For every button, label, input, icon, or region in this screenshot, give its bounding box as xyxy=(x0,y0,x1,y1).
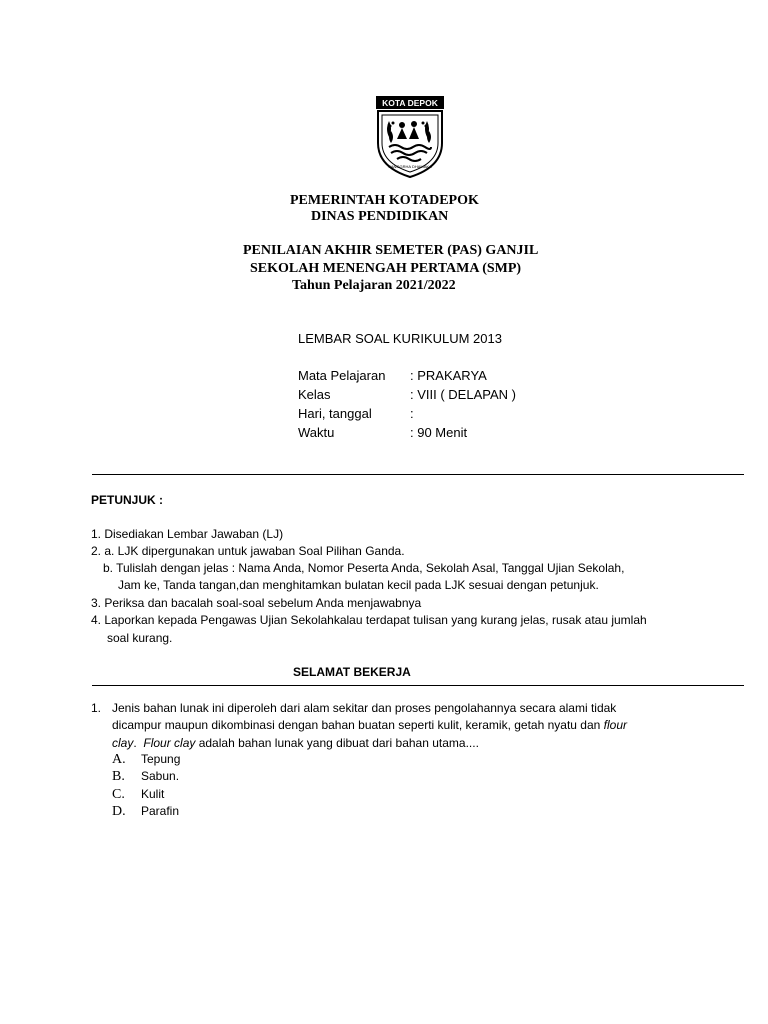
info-label: Hari, tanggal xyxy=(298,406,372,421)
closing-text: SELAMAT BEKERJA xyxy=(293,665,411,679)
question-text: adalah bahan lunak yang dibuat dari bahan utama.... xyxy=(195,736,479,750)
academic-year: Tahun Pelajaran 2021/2022 xyxy=(292,278,456,293)
info-value: : VIII ( DELAPAN ) xyxy=(410,387,516,402)
government-title: PEMERINTAH KOTADEPOK xyxy=(290,193,479,208)
info-row-date xyxy=(298,404,414,423)
info-value: : xyxy=(410,406,414,421)
instruction-line: 4. Laporkan kepada Pengawas Ujian Sekolahkalau terdapat tulisan yang kurang jelas, rusak atau jumlah xyxy=(91,613,647,627)
option-letter: A. xyxy=(112,752,126,767)
instruction-line: 1. Disediakan Lembar Jawaban (LJ) xyxy=(91,527,284,541)
instruction-line: soal kurang. xyxy=(107,631,173,645)
section-divider xyxy=(92,685,744,686)
info-label: Mata Pelajaran xyxy=(298,368,386,383)
school-title: SEKOLAH MENENGAH PERTAMA (SMP) xyxy=(250,261,522,276)
city-emblem xyxy=(375,95,445,179)
question-text: dicampur maupun dikombinasi dengan bahan buatan seperti kulit, keramik, getah nyatu dan xyxy=(112,718,604,732)
department-title: DINAS PENDIDIKAN xyxy=(311,209,449,224)
question-term: Flour clay xyxy=(143,736,196,750)
option-letter: D. xyxy=(112,804,126,819)
info-label: Waktu xyxy=(298,425,335,440)
exam-title: PENILAIAN AKHIR SEMETER (PAS) GANJIL xyxy=(243,243,539,258)
emblem-title: KOTA DEPOK xyxy=(382,98,438,108)
instruction-line: 2. a. LJK dipergunakan untuk jawaban Soal Pilihan Ganda. xyxy=(91,544,405,558)
info-row-class xyxy=(298,385,516,404)
option-text: Parafin xyxy=(141,804,180,818)
answer-option-b xyxy=(112,768,179,785)
header-divider xyxy=(92,474,744,475)
info-label: Kelas xyxy=(298,387,331,402)
instructions-heading: PETUNJUK : xyxy=(91,493,164,507)
info-row-time xyxy=(298,423,467,442)
info-value: : PRAKARYA xyxy=(410,368,487,383)
option-text: Tepung xyxy=(141,752,181,766)
question-line xyxy=(112,717,627,734)
option-letter: B. xyxy=(112,769,125,784)
emblem-motto: SANGGRHA DHAMAKA xyxy=(388,164,432,169)
instruction-line: Jam ke, Tanda tangan,dan menghitamkan bulatan kecil pada LJK sesuai dengan petunjuk. xyxy=(118,578,599,592)
sheet-title: LEMBAR SOAL KURIKULUM 2013 xyxy=(298,331,502,346)
instruction-line: b. Tulislah dengan jelas : Nama Anda, Nomor Peserta Anda, Sekolah Asal, Tanggal Ujian Sekolah, xyxy=(103,561,625,575)
question-term: clay xyxy=(112,736,134,750)
answer-option-c xyxy=(112,786,164,803)
answer-option-a xyxy=(112,751,180,768)
question-text: . xyxy=(133,736,144,750)
emblem-shield-icon xyxy=(375,95,445,179)
option-text: Sabun. xyxy=(141,769,180,783)
info-value: : 90 Menit xyxy=(410,425,468,440)
option-letter: C. xyxy=(112,787,125,802)
question-line xyxy=(112,735,479,752)
question-number: 1. xyxy=(91,701,102,715)
question-term: flour xyxy=(603,718,627,732)
instruction-line: 3. Periksa dan bacalah soal-soal sebelum Anda menjawabnya xyxy=(91,596,422,610)
answer-option-d xyxy=(112,803,179,820)
info-row-subject xyxy=(298,366,487,385)
question-line: Jenis bahan lunak ini diperoleh dari alam sekitar dan proses pengolahannya secara alami tidak xyxy=(112,701,617,715)
option-text: Kulit xyxy=(141,787,165,801)
